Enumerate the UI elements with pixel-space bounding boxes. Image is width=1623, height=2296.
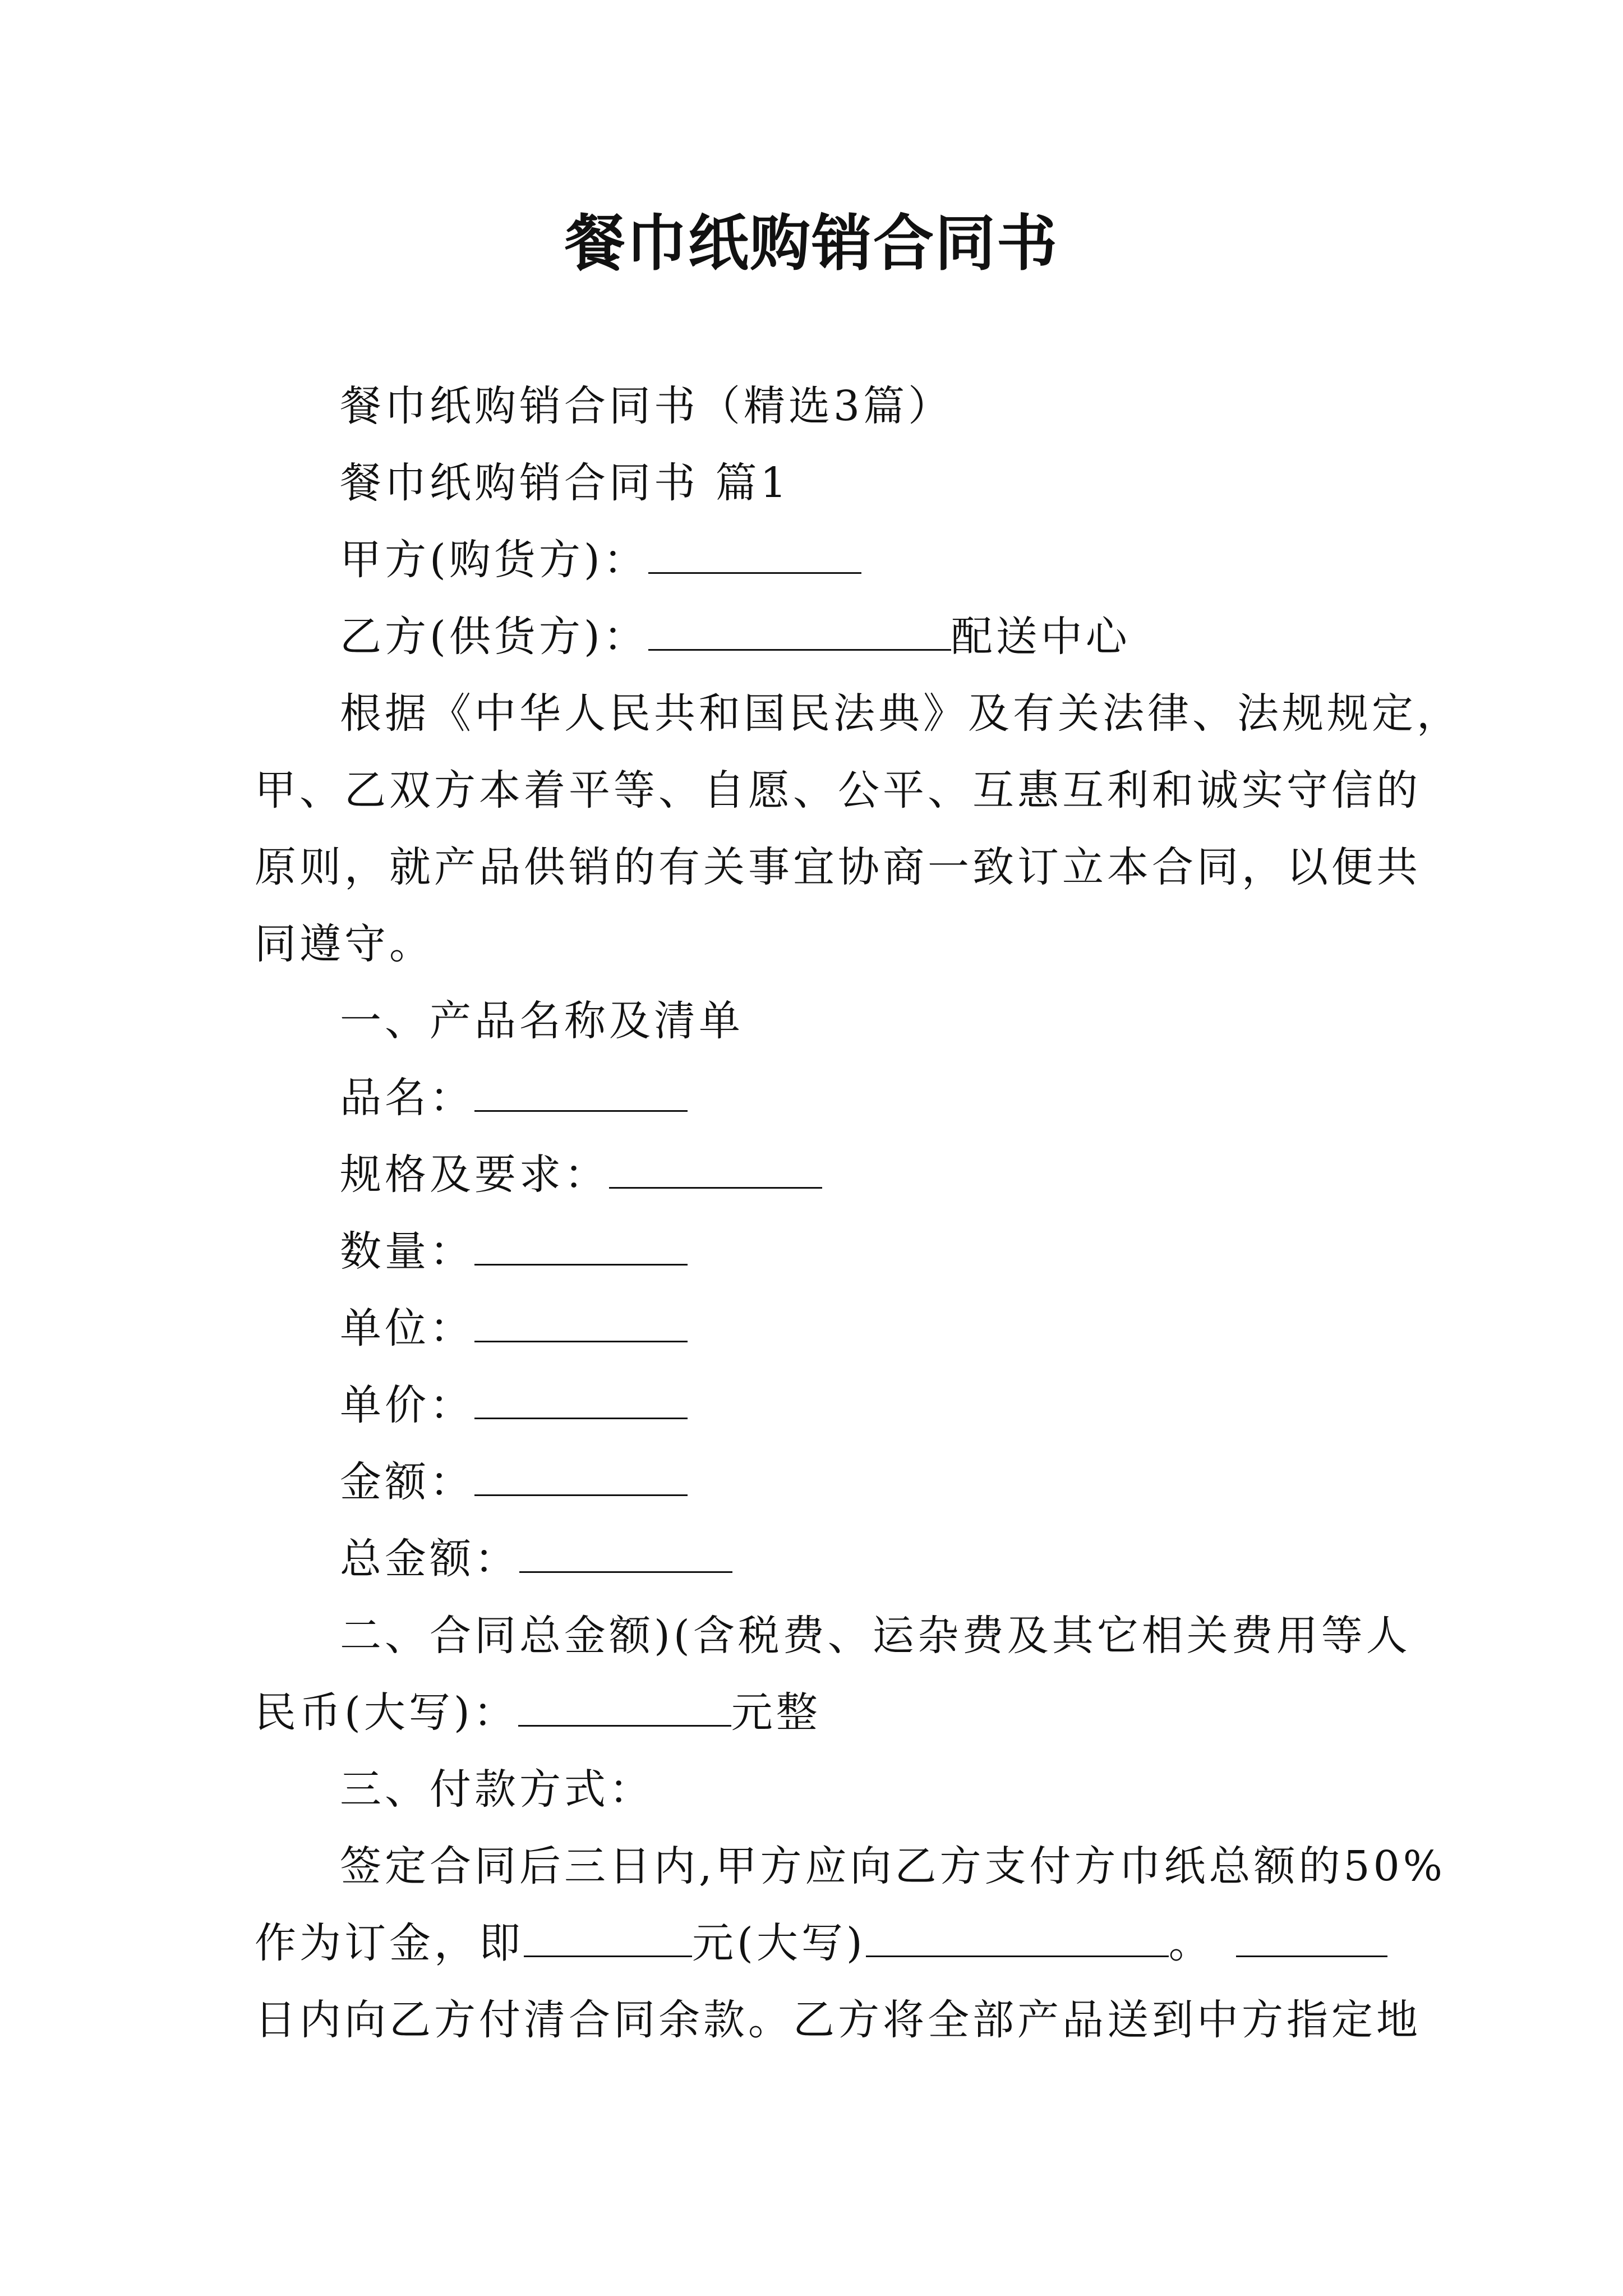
unit-price-blank [474, 1380, 688, 1419]
quantity-label: 数量： [340, 1227, 474, 1276]
product-name-blank [474, 1073, 688, 1112]
heading-payment: 三、付款方式： [340, 1765, 654, 1814]
party-b-label: 乙方(供货方)： [340, 613, 648, 661]
spec-blank [609, 1149, 822, 1189]
quantity-blank [474, 1226, 688, 1266]
intro-line-3: 原则，就产品供销的有关事宜协商一致订立本合同，以便共 [255, 843, 1421, 891]
deposit-label: 作为订金，即 [255, 1919, 524, 1967]
rmb-line [255, 1674, 1385, 1751]
product-name-line [255, 1060, 1385, 1137]
total-line [255, 1521, 1385, 1598]
intro-line-2: 甲、乙双方本着平等、自愿、公平、互惠互利和诚实守信的 [255, 766, 1421, 815]
payment-line-1: 签定合同后三日内,甲方应向乙方支付方巾纸总额的50% [340, 1842, 1446, 1890]
unit-price-line [255, 1367, 1385, 1444]
spec-label: 规格及要求： [340, 1151, 609, 1199]
amount-line [255, 1444, 1385, 1521]
unit-line [255, 1290, 1385, 1367]
section-heading: 餐巾纸购销合同书 篇1 [340, 459, 790, 507]
amount-label: 金额： [340, 1458, 474, 1506]
balance-days-blank [1236, 1918, 1387, 1957]
party-a-line [255, 522, 1385, 599]
unit-price-label: 单价： [340, 1381, 474, 1429]
heading-products: 一、产品名称及清单 [340, 997, 744, 1045]
deposit-period: 。 [1168, 1919, 1214, 1967]
rmb-label: 民币(大写)： [255, 1688, 518, 1737]
party-b-suffix: 配送中心 [951, 613, 1131, 661]
total-blank [519, 1534, 732, 1573]
party-b-line [255, 599, 1385, 675]
party-a-label: 甲方(购货方)： [340, 536, 648, 584]
amount-blank [474, 1457, 688, 1496]
rmb-suffix: 元整 [731, 1688, 821, 1737]
unit-blank [474, 1303, 688, 1342]
rmb-blank [518, 1687, 731, 1727]
intro-line-1: 根据《中华人民共和国民法典》及有关法律、法规规定， [340, 689, 1461, 738]
quantity-line [255, 1213, 1385, 1290]
spec-line [255, 1137, 1385, 1213]
payment-line-3: 日内向乙方付清合同余款。乙方将全部产品送到中方指定地 [255, 1996, 1421, 2044]
payment-line-2 [255, 1905, 1385, 1982]
document-body [255, 368, 1461, 2059]
total-label: 总金额： [340, 1535, 519, 1583]
deposit-capital-blank [866, 1918, 1169, 1957]
heading-total-amount: 二、合同总金额)(含税费、运杂费及其它相关费用等人 [340, 1612, 1411, 1660]
intro-line-4: 同遵守。 [255, 920, 434, 968]
party-a-blank [648, 535, 861, 574]
unit-label: 单位： [340, 1304, 474, 1352]
party-b-blank [648, 611, 951, 651]
document-title: 餐巾纸购销合同书 [564, 209, 1058, 279]
deposit-capital-label: 元(大写) [692, 1919, 866, 1967]
product-name-label: 品名： [340, 1074, 474, 1122]
subtitle-line: 餐巾纸购销合同书（精选3篇） [340, 382, 953, 430]
deposit-amount-blank [524, 1918, 692, 1957]
